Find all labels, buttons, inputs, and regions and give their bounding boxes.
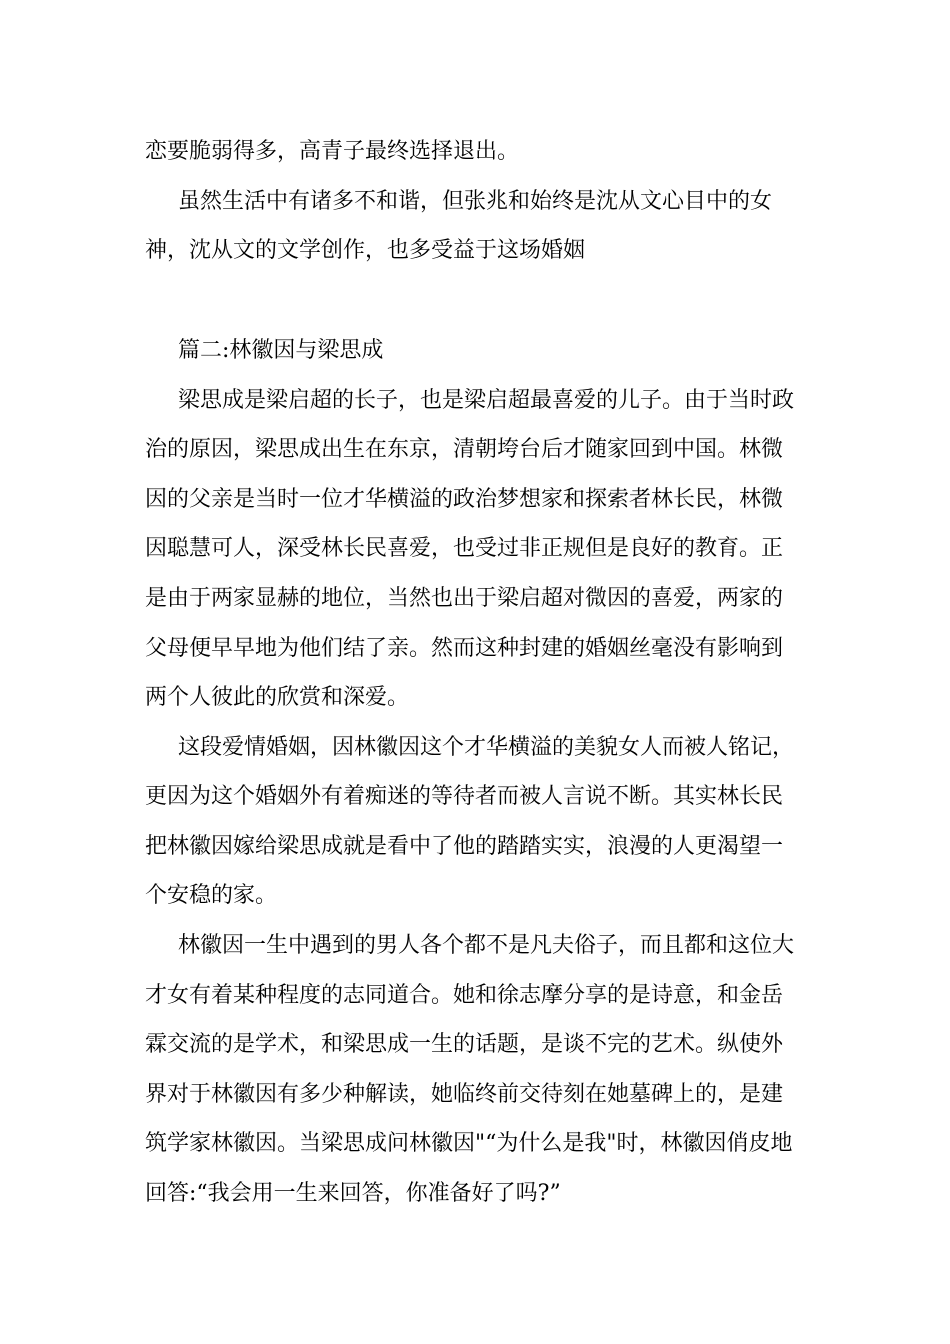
text-line: 虽然生活中有诸多不和谐，但张兆和始终是沈从文心目中的女 — [178, 189, 773, 214]
text-line: 因聪慧可人，深受林长民喜爱，也受过非正规但是良好的教育。正 — [145, 536, 784, 561]
text-line: 治的原因，梁思成出生在东京，清朝垮台后才随家回到中国。林微 — [145, 437, 784, 462]
text-line: 才女有着某种程度的志同道合。她和徐志摩分享的是诗意，和金岳 — [145, 983, 784, 1008]
text-line: 个安稳的家。 — [145, 883, 278, 908]
text-line: 林徽因一生中遇到的男人各个都不是凡夫俗子，而且都和这位大 — [178, 933, 795, 958]
text-line: 恋要脆弱得多，高青子最终选择退出。 — [145, 139, 520, 164]
text-line: 梁思成是梁启超的长子，也是梁启超最喜爱的儿子。由于当时政 — [178, 388, 795, 413]
text-line: 两个人彼此的欣赏和深爱。 — [145, 685, 410, 710]
text-line: 回答:“我会用一生来回答，你准备好了吗?” — [145, 1181, 561, 1206]
section-heading: 篇二:林徽因与梁思成 — [178, 338, 384, 363]
text-line: 因的父亲是当时一位才华横溢的政治梦想家和探索者林长民，林微 — [145, 487, 784, 512]
text-line: 这段爱情婚姻，因林徽因这个才华横溢的美貌女人而被人铭记， — [178, 735, 795, 760]
text-line: 霖交流的是学术，和梁思成一生的话题，是谈不完的艺术。纵使外 — [145, 1032, 784, 1057]
text-line: 界对于林徽因有多少种解读，她临终前交待刻在她墓碑上的，是建 — [145, 1082, 784, 1107]
text-line: 神，沈从文的文学创作，也多受益于这场婚姻 — [145, 238, 586, 263]
text-line: 更因为这个婚姻外有着痴迷的等待者而被人言说不断。其实林长民 — [145, 784, 784, 809]
text-line: 是由于两家显赫的地位，当然也出于梁启超对微因的喜爱，两家的 — [145, 586, 784, 611]
text-line: 父母便早早地为他们结了亲。然而这种封建的婚姻丝毫没有影响到 — [145, 636, 784, 661]
text-line: 把林徽因嫁给梁思成就是看中了他的踏踏实实，浪漫的人更渴望一 — [145, 834, 784, 859]
text-line: 筑学家林徽因。当梁思成问林徽因"“为什么是我"时，林徽因俏皮地 — [145, 1131, 793, 1156]
